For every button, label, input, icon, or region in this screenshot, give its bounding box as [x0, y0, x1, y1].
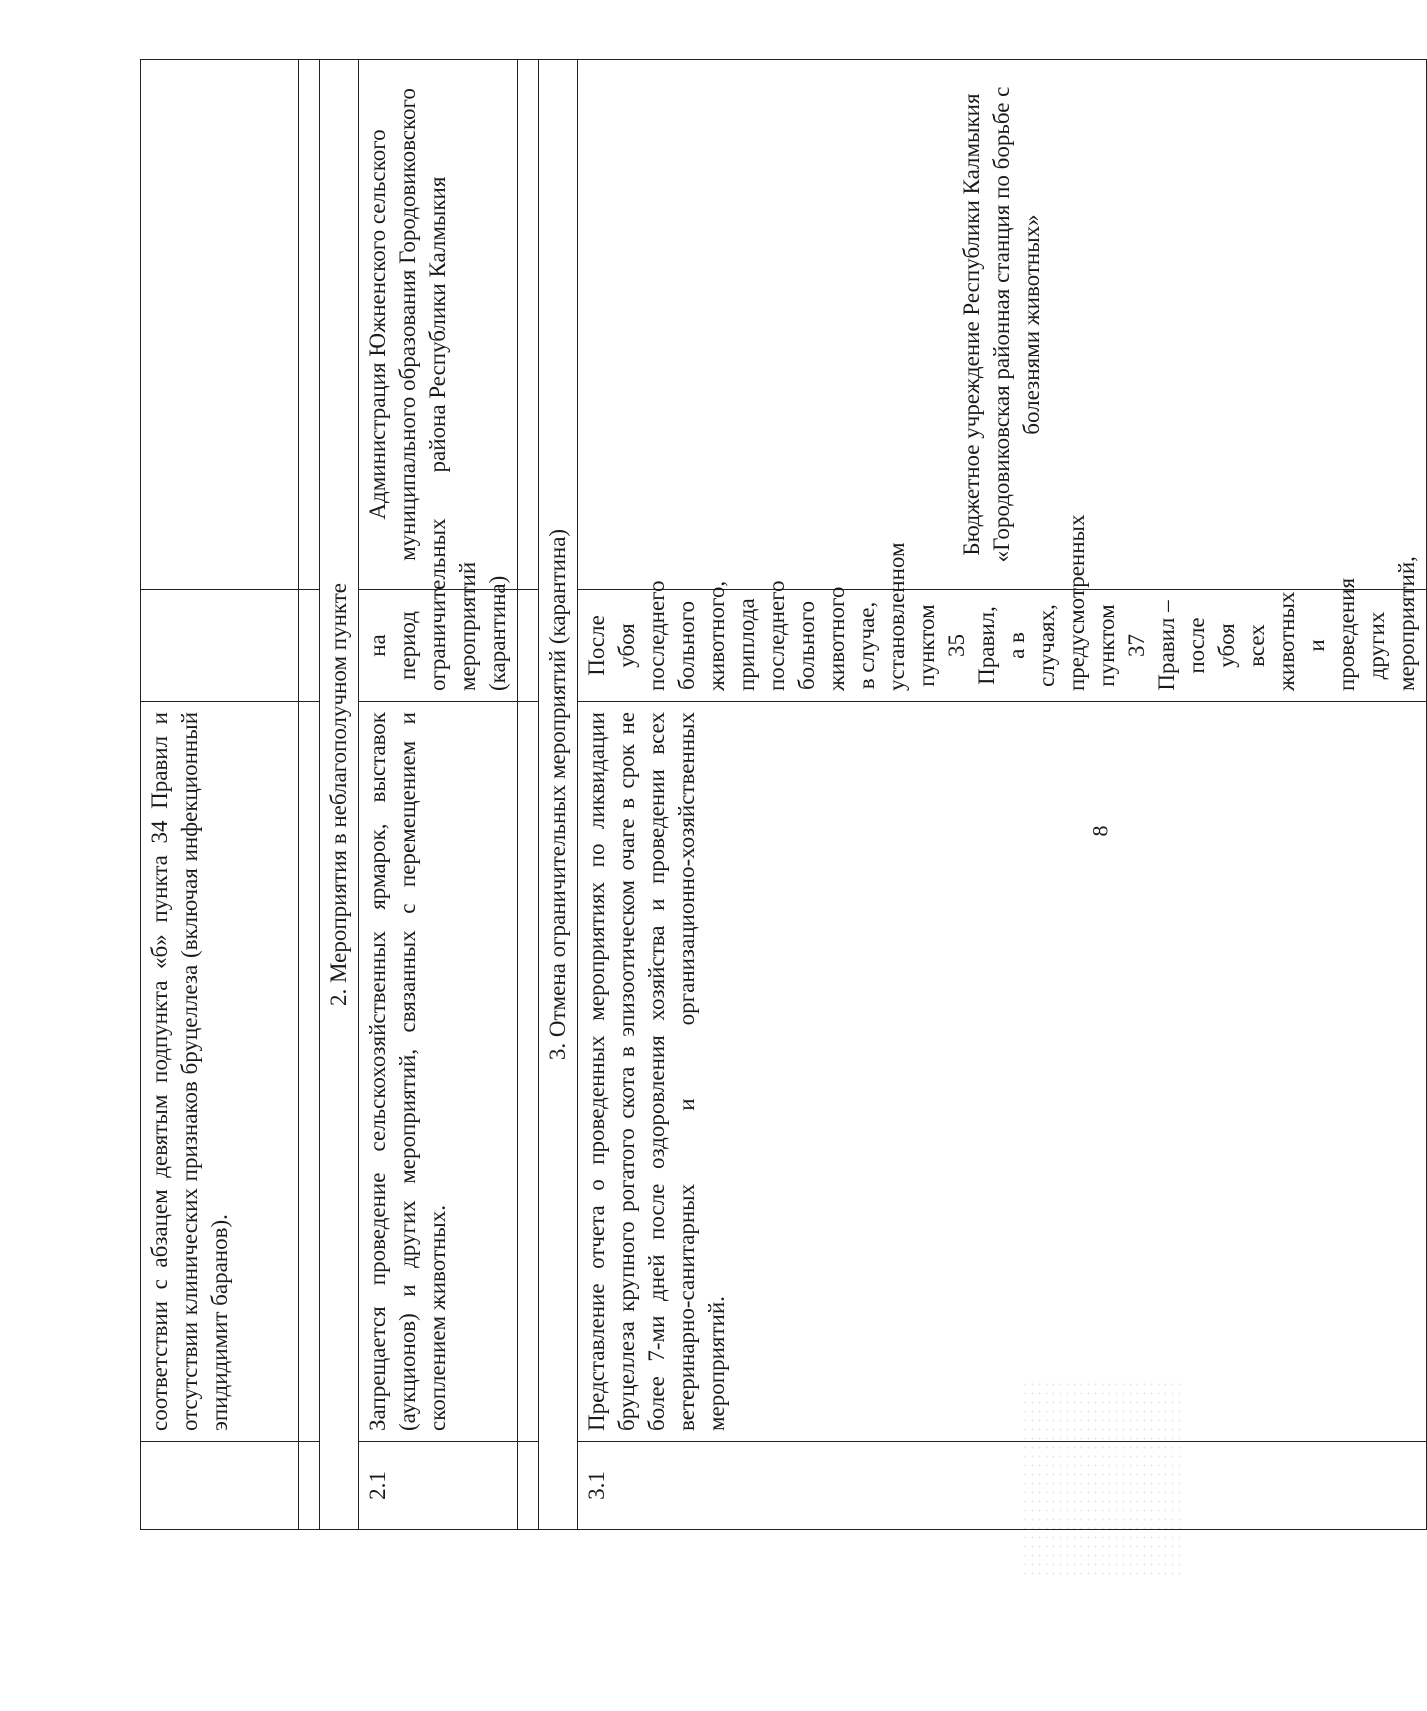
table-row-spacer	[299, 60, 320, 1530]
rotated-table-wrapper	[140, 60, 1419, 1530]
row-term: После убоя последнего больного животного, приплода последнего больного животного в случае, установленном пунктом 35 Правил, а в случаях, предусмотренных пунктом 37 Правил – после убоя всех животных и проведения других мероприятий,	[578, 590, 1427, 702]
section-2-row	[320, 60, 359, 1530]
table-row-spacer	[518, 60, 539, 1530]
continuation-text: соответствии с абзацем девятым подпункта «б» пункта 34 Правил и отсутствии клинических признаков бруцеллеза (включая инфекционный эпидидимит баранов).	[141, 702, 299, 1442]
section-2-title: 2. Мероприятия в неблагополучном пункте	[320, 60, 359, 1530]
cell-num-empty	[141, 1442, 299, 1530]
row-number: 3.1	[578, 1442, 1427, 1530]
row-number: 2.1	[359, 1442, 518, 1530]
table-row-2-1	[359, 60, 518, 1530]
table-row-3-1	[578, 60, 1427, 1530]
section-3-row	[539, 60, 578, 1530]
row-term: на период ограничительных мероприятий (карантина)	[359, 590, 518, 702]
row-text: Представление отчета о проведенных мероприятиях по ликвидации бруцеллеза крупного рогатого скота в эпизоотическом очаге в срок не более 7-ми дней после оздоровления хозяйства и проведении всех ветеринарно-санитарных и организационно-хозяйственных мероприятий.	[578, 702, 1427, 1442]
page-number: 8	[1087, 825, 1113, 837]
row-text: Запрещается проведение сельскохозяйственных ярмарок, выставок (аукционов) и других мероприятий, связанных с перемещением и скоплением животных.	[359, 702, 518, 1442]
measures-table	[140, 59, 1427, 1530]
row-responsible: Бюджетное учреждение Республики Калмыкия «Городовиковская районная станция по борьбе с болезнями животных»	[578, 60, 1427, 590]
row-responsible: Администрация Южненского сельского муниципального образования Городовиковского района Республики Калмыкия	[359, 60, 518, 590]
section-3-title: 3. Отмена ограничительных мероприятий (карантина)	[539, 60, 578, 1530]
table-row	[141, 60, 299, 1530]
cell-resp-empty	[141, 60, 299, 590]
cell-term-empty	[141, 590, 299, 702]
